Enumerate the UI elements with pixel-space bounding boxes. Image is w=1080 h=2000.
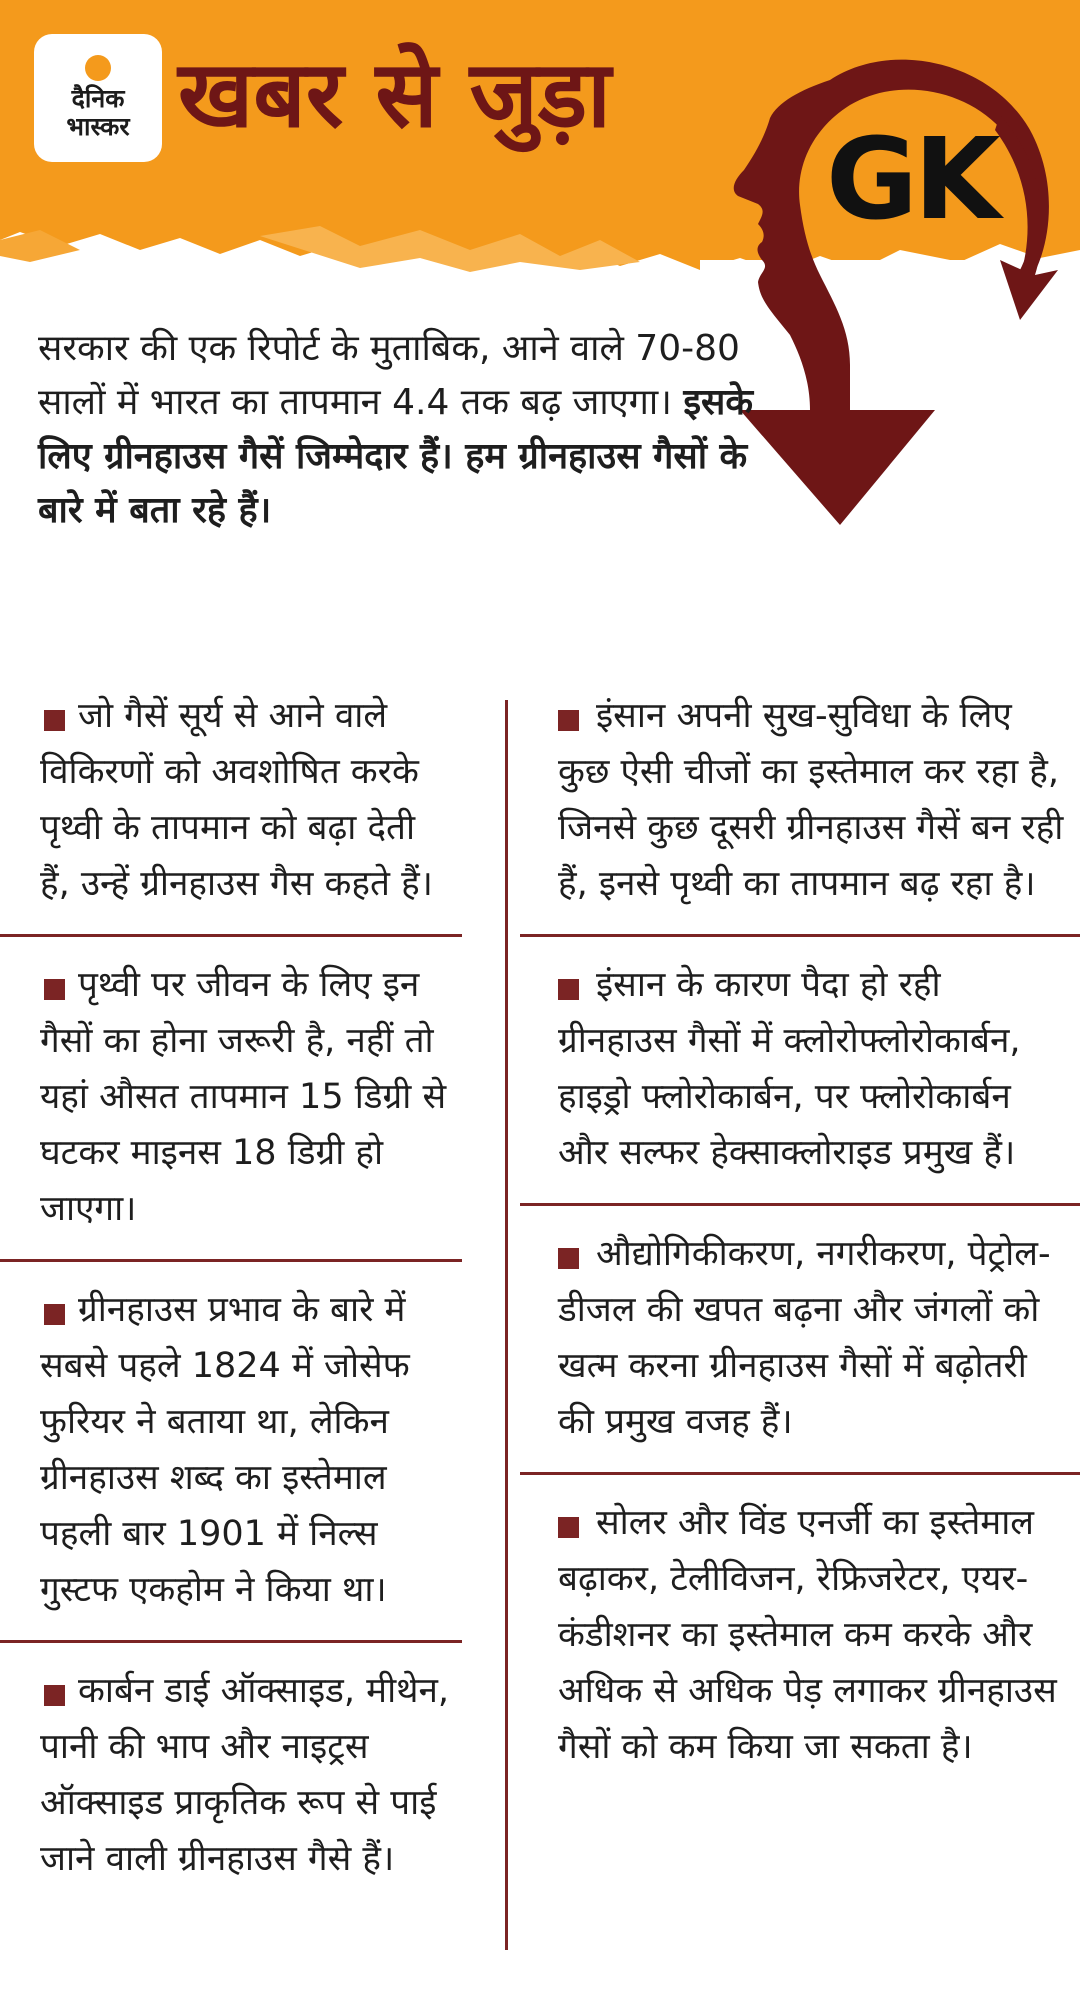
logo-line-2: भास्कर [66,112,130,141]
intro-paragraph [38,322,798,538]
list-item [520,688,1080,937]
square-bullet-icon [558,979,579,1000]
square-bullet-icon [44,1685,65,1706]
square-bullet-icon [44,710,65,731]
item-text: पृथ्वी पर जीवन के लिए इन गैसों का होना जरूरी है, नहीं तो यहां औसत तापमान 15 डिग्री से घटकर माइनस 18 डिग्री हो जाएगा। [40,965,447,1229]
list-item [0,1282,462,1643]
list-item [520,957,1080,1206]
list-item [0,688,462,937]
left-column [0,688,462,1909]
right-column [520,688,1080,1797]
gk-badge: GK [826,115,997,245]
list-item [0,957,462,1262]
item-text: कार्बन डाई ऑक्साइड, मीथेन, पानी की भाप और नाइट्रस ऑक्साइड प्राकृतिक रूप से पाई जाने वाली ग्रीनहाउस गैसे हैं। [40,1671,450,1879]
column-divider [505,700,508,1950]
square-bullet-icon [558,710,579,731]
headline: खबर से जुड़ा [178,41,611,148]
intro-bold: इसके लिए ग्रीनहाउस गैसें जिम्मेदार हैं। हम ग्रीनहाउस गैसों के बारे में बता रहे हैं। [38,382,753,531]
intro-normal: सरकार की एक रिपोर्ट के मुताबिक, आने वाले 70-80 सालों में भारत का तापमान 4.4 तक बढ़ जाएगा। [38,328,740,423]
square-bullet-icon [44,979,65,1000]
square-bullet-icon [44,1304,65,1325]
item-text: जो गैसें सूर्य से आने वाले विकिरणों को अवशोषित करके पृथ्वी के तापमान को बढ़ा देती हैं, उन्हें ग्रीनहाउस गैस कहते हैं। [40,696,433,904]
list-item [520,1495,1080,1797]
logo-line-1: दैनिक [71,84,125,113]
item-text: सोलर और विंड एनर्जी का इस्तेमाल बढ़ाकर, टेलीविजन, रेफ्रिजरेटर, एयर-कंडीशनर का इस्तेमाल कम करके और अधिक से अधिक पेड़ लगाकर ग्रीनहाउस गैसों को कम किया जा सकता है। [558,1503,1057,1767]
dainik-bhaskar-logo [34,34,162,162]
square-bullet-icon [558,1517,579,1538]
square-bullet-icon [558,1248,579,1269]
item-text: औद्योगिकीकरण, नगरीकरण, पेट्रोल-डीजल की खपत बढ़ना और जंगलों को खत्म करना ग्रीनहाउस गैसों में बढ़ोतरी की प्रमुख वजह हैं। [558,1234,1051,1442]
sun-icon [85,55,111,81]
list-item [520,1226,1080,1475]
item-text: इंसान के कारण पैदा हो रही ग्रीनहाउस गैसों में क्लोरोफ्लोरोकार्बन, हाइड्रो फ्लोरोकार्बन, पर फ्लोरोकार्बन और सल्फर हेक्साक्लोराइड प्रमुख हैं। [558,965,1021,1173]
list-item [0,1663,462,1909]
item-text: इंसान अपनी सुख-सुविधा के लिए कुछ ऐसी चीजों का इस्तेमाल कर रहा है, जिनसे कुछ दूसरी ग्रीनहाउस गैसें बन रही हैं, इनसे पृथ्वी का तापमान बढ़ रहा है। [558,696,1064,904]
item-text: ग्रीनहाउस प्रभाव के बारे में सबसे पहले 1824 में जोसेफ फुरियर ने बताया था, लेकिन ग्रीनहाउस शब्द का इस्तेमाल पहली बार 1901 में निल्स गुस्टफ एकहोम ने किया था। [40,1290,410,1610]
